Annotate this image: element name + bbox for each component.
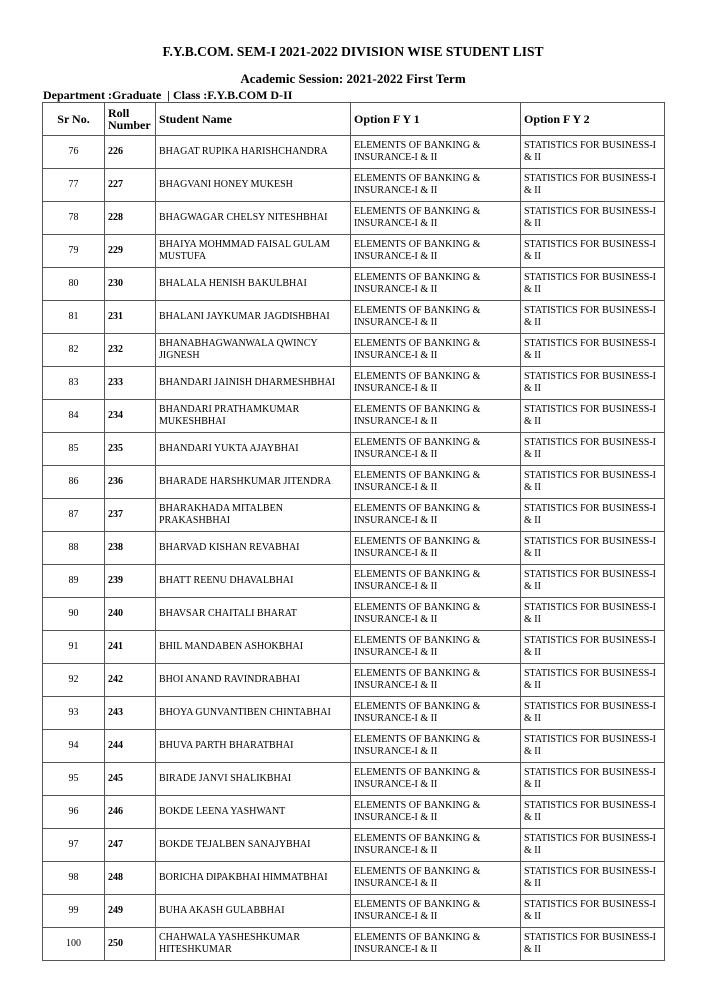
roll-number-cell: 249	[105, 895, 156, 928]
header-sr-no: Sr No.	[43, 103, 105, 136]
option-fy1-cell: ELEMENTS OF BANKING & INSURANCE-I & II	[351, 499, 521, 532]
option-fy2-cell: STATISTICS FOR BUSINESS-I & II	[521, 136, 665, 169]
roll-number-cell: 235	[105, 433, 156, 466]
table-row	[43, 202, 665, 235]
table-row	[43, 301, 665, 334]
option-fy1-cell: ELEMENTS OF BANKING & INSURANCE-I & II	[351, 796, 521, 829]
option-fy1-cell: ELEMENTS OF BANKING & INSURANCE-I & II	[351, 202, 521, 235]
option-fy2-cell: STATISTICS FOR BUSINESS-I & II	[521, 598, 665, 631]
option-fy2-cell: STATISTICS FOR BUSINESS-I & II	[521, 235, 665, 268]
student-name-cell: BHATT REENU DHAVALBHAI	[156, 565, 351, 598]
table-row	[43, 730, 665, 763]
roll-number-cell: 247	[105, 829, 156, 862]
student-name-cell: BOKDE LEENA YASHWANT	[156, 796, 351, 829]
table-row	[43, 763, 665, 796]
student-name-cell: BIRADE JANVI SHALIKBHAI	[156, 763, 351, 796]
student-name-cell: BUHA AKASH GULABBHAI	[156, 895, 351, 928]
option-fy2-cell: STATISTICS FOR BUSINESS-I & II	[521, 862, 665, 895]
sr-no-cell: 100	[43, 928, 105, 961]
table-row	[43, 367, 665, 400]
option-fy1-cell: ELEMENTS OF BANKING & INSURANCE-I & II	[351, 895, 521, 928]
roll-number-cell: 242	[105, 664, 156, 697]
table-row	[43, 268, 665, 301]
option-fy1-cell: ELEMENTS OF BANKING & INSURANCE-I & II	[351, 367, 521, 400]
table-row	[43, 862, 665, 895]
sr-no-cell: 97	[43, 829, 105, 862]
roll-number-cell: 238	[105, 532, 156, 565]
student-name-cell: BHARADE HARSHKUMAR JITENDRA	[156, 466, 351, 499]
option-fy2-cell: STATISTICS FOR BUSINESS-I & II	[521, 730, 665, 763]
student-name-cell: BHAGAT RUPIKA HARISHCHANDRA	[156, 136, 351, 169]
option-fy1-cell: ELEMENTS OF BANKING & INSURANCE-I & II	[351, 433, 521, 466]
option-fy1-cell: ELEMENTS OF BANKING & INSURANCE-I & II	[351, 829, 521, 862]
table-row	[43, 136, 665, 169]
sr-no-cell: 83	[43, 367, 105, 400]
roll-number-cell: 245	[105, 763, 156, 796]
roll-number-cell: 243	[105, 697, 156, 730]
roll-number-cell: 226	[105, 136, 156, 169]
roll-number-cell: 239	[105, 565, 156, 598]
roll-number-cell: 232	[105, 334, 156, 367]
table-row	[43, 829, 665, 862]
sr-no-cell: 88	[43, 532, 105, 565]
table-row	[43, 697, 665, 730]
student-name-cell: BHOI ANAND RAVINDRABHAI	[156, 664, 351, 697]
option-fy1-cell: ELEMENTS OF BANKING & INSURANCE-I & II	[351, 400, 521, 433]
sr-no-cell: 98	[43, 862, 105, 895]
student-name-cell: BHUVA PARTH BHARATBHAI	[156, 730, 351, 763]
sr-no-cell: 82	[43, 334, 105, 367]
option-fy1-cell: ELEMENTS OF BANKING & INSURANCE-I & II	[351, 532, 521, 565]
sr-no-cell: 87	[43, 499, 105, 532]
option-fy1-cell: ELEMENTS OF BANKING & INSURANCE-I & II	[351, 235, 521, 268]
option-fy2-cell: STATISTICS FOR BUSINESS-I & II	[521, 631, 665, 664]
roll-number-cell: 234	[105, 400, 156, 433]
option-fy2-cell: STATISTICS FOR BUSINESS-I & II	[521, 532, 665, 565]
table-row	[43, 235, 665, 268]
table-row	[43, 631, 665, 664]
option-fy2-cell: STATISTICS FOR BUSINESS-I & II	[521, 829, 665, 862]
sr-no-cell: 77	[43, 169, 105, 202]
option-fy2-cell: STATISTICS FOR BUSINESS-I & II	[521, 466, 665, 499]
table-row	[43, 400, 665, 433]
option-fy2-cell: STATISTICS FOR BUSINESS-I & II	[521, 400, 665, 433]
option-fy1-cell: ELEMENTS OF BANKING & INSURANCE-I & II	[351, 763, 521, 796]
student-name-cell: BORICHA DIPAKBHAI HIMMATBHAI	[156, 862, 351, 895]
option-fy2-cell: STATISTICS FOR BUSINESS-I & II	[521, 169, 665, 202]
sr-no-cell: 85	[43, 433, 105, 466]
student-name-cell: BHAIYA MOHMMAD FAISAL GULAM MUSTUFA	[156, 235, 351, 268]
table-row	[43, 466, 665, 499]
student-name-cell: BHALANI JAYKUMAR JAGDISHBHAI	[156, 301, 351, 334]
sr-no-cell: 91	[43, 631, 105, 664]
option-fy2-cell: STATISTICS FOR BUSINESS-I & II	[521, 301, 665, 334]
sr-no-cell: 89	[43, 565, 105, 598]
roll-number-cell: 248	[105, 862, 156, 895]
student-name-cell: BHANDARI PRATHAMKUMAR MUKESHBHAI	[156, 400, 351, 433]
student-name-cell: BHALALA HENISH BAKULBHAI	[156, 268, 351, 301]
option-fy2-cell: STATISTICS FOR BUSINESS-I & II	[521, 433, 665, 466]
option-fy2-cell: STATISTICS FOR BUSINESS-I & II	[521, 928, 665, 961]
student-name-cell: BOKDE TEJALBEN SANAJYBHAI	[156, 829, 351, 862]
student-name-cell: BHAVSAR CHAITALI BHARAT	[156, 598, 351, 631]
table-row	[43, 565, 665, 598]
option-fy2-cell: STATISTICS FOR BUSINESS-I & II	[521, 565, 665, 598]
student-name-cell: BHIL MANDABEN ASHOKBHAI	[156, 631, 351, 664]
option-fy2-cell: STATISTICS FOR BUSINESS-I & II	[521, 796, 665, 829]
table-row	[43, 433, 665, 466]
sr-no-cell: 95	[43, 763, 105, 796]
roll-number-cell: 237	[105, 499, 156, 532]
option-fy1-cell: ELEMENTS OF BANKING & INSURANCE-I & II	[351, 301, 521, 334]
academic-session: Academic Session: 2021-2022 First Term	[240, 71, 466, 86]
option-fy1-cell: ELEMENTS OF BANKING & INSURANCE-I & II	[351, 697, 521, 730]
sr-no-cell: 93	[43, 697, 105, 730]
option-fy1-cell: ELEMENTS OF BANKING & INSURANCE-I & II	[351, 466, 521, 499]
sr-no-cell: 96	[43, 796, 105, 829]
table-row	[43, 895, 665, 928]
student-name-cell: BHAGWAGAR CHELSY NITESHBHAI	[156, 202, 351, 235]
option-fy1-cell: ELEMENTS OF BANKING & INSURANCE-I & II	[351, 136, 521, 169]
student-name-cell: BHANDARI JAINISH DHARMESHBHAI	[156, 367, 351, 400]
option-fy1-cell: ELEMENTS OF BANKING & INSURANCE-I & II	[351, 631, 521, 664]
header-option-fy2: Option F Y 2	[521, 103, 665, 136]
sr-no-cell: 80	[43, 268, 105, 301]
roll-number-cell: 233	[105, 367, 156, 400]
roll-number-cell: 228	[105, 202, 156, 235]
sr-no-cell: 94	[43, 730, 105, 763]
option-fy2-cell: STATISTICS FOR BUSINESS-I & II	[521, 334, 665, 367]
roll-number-cell: 240	[105, 598, 156, 631]
option-fy1-cell: ELEMENTS OF BANKING & INSURANCE-I & II	[351, 565, 521, 598]
option-fy2-cell: STATISTICS FOR BUSINESS-I & II	[521, 499, 665, 532]
table-row	[43, 928, 665, 961]
student-name-cell: BHANDARI YUKTA AJAYBHAI	[156, 433, 351, 466]
header-option-fy1: Option F Y 1	[351, 103, 521, 136]
sr-no-cell: 78	[43, 202, 105, 235]
option-fy1-cell: ELEMENTS OF BANKING & INSURANCE-I & II	[351, 928, 521, 961]
sr-no-cell: 81	[43, 301, 105, 334]
header-student-name: Student Name	[156, 103, 351, 136]
table-row	[43, 796, 665, 829]
department-class-line: Department :Graduate | Class :F.Y.B.COM D-II	[43, 88, 293, 102]
table-row	[43, 334, 665, 367]
table-row	[43, 169, 665, 202]
option-fy1-cell: ELEMENTS OF BANKING & INSURANCE-I & II	[351, 268, 521, 301]
roll-number-cell: 229	[105, 235, 156, 268]
roll-number-cell: 236	[105, 466, 156, 499]
option-fy1-cell: ELEMENTS OF BANKING & INSURANCE-I & II	[351, 730, 521, 763]
sr-no-cell: 84	[43, 400, 105, 433]
student-name-cell: BHARVAD KISHAN REVABHAI	[156, 532, 351, 565]
roll-number-cell: 231	[105, 301, 156, 334]
student-list-table	[42, 102, 665, 961]
sr-no-cell: 92	[43, 664, 105, 697]
option-fy2-cell: STATISTICS FOR BUSINESS-I & II	[521, 268, 665, 301]
sr-no-cell: 76	[43, 136, 105, 169]
option-fy1-cell: ELEMENTS OF BANKING & INSURANCE-I & II	[351, 334, 521, 367]
option-fy2-cell: STATISTICS FOR BUSINESS-I & II	[521, 895, 665, 928]
roll-number-cell: 227	[105, 169, 156, 202]
roll-number-cell: 244	[105, 730, 156, 763]
student-name-cell: BHANABHAGWANWALA QWINCY JIGNESH	[156, 334, 351, 367]
sr-no-cell: 90	[43, 598, 105, 631]
student-name-cell: BHAGVANI HONEY MUKESH	[156, 169, 351, 202]
option-fy2-cell: STATISTICS FOR BUSINESS-I & II	[521, 202, 665, 235]
table-row	[43, 598, 665, 631]
option-fy1-cell: ELEMENTS OF BANKING & INSURANCE-I & II	[351, 169, 521, 202]
table-header-row	[43, 103, 665, 136]
table-row	[43, 664, 665, 697]
option-fy2-cell: STATISTICS FOR BUSINESS-I & II	[521, 697, 665, 730]
option-fy2-cell: STATISTICS FOR BUSINESS-I & II	[521, 763, 665, 796]
option-fy2-cell: STATISTICS FOR BUSINESS-I & II	[521, 367, 665, 400]
student-name-cell: CHAHWALA YASHESHKUMAR HITESHKUMAR	[156, 928, 351, 961]
roll-number-cell: 230	[105, 268, 156, 301]
sr-no-cell: 86	[43, 466, 105, 499]
table-row	[43, 532, 665, 565]
roll-number-cell: 246	[105, 796, 156, 829]
table-row	[43, 499, 665, 532]
page-title: F.Y.B.COM. SEM-I 2021-2022 DIVISION WISE STUDENT LIST	[162, 44, 544, 59]
option-fy1-cell: ELEMENTS OF BANKING & INSURANCE-I & II	[351, 862, 521, 895]
option-fy2-cell: STATISTICS FOR BUSINESS-I & II	[521, 664, 665, 697]
roll-number-cell: 241	[105, 631, 156, 664]
option-fy1-cell: ELEMENTS OF BANKING & INSURANCE-I & II	[351, 598, 521, 631]
sr-no-cell: 99	[43, 895, 105, 928]
roll-number-cell: 250	[105, 928, 156, 961]
option-fy1-cell: ELEMENTS OF BANKING & INSURANCE-I & II	[351, 664, 521, 697]
sr-no-cell: 79	[43, 235, 105, 268]
student-name-cell: BHOYA GUNVANTIBEN CHINTABHAI	[156, 697, 351, 730]
student-name-cell: BHARAKHADA MITALBEN PRAKASHBHAI	[156, 499, 351, 532]
header-roll-number: Roll Number	[105, 103, 156, 136]
